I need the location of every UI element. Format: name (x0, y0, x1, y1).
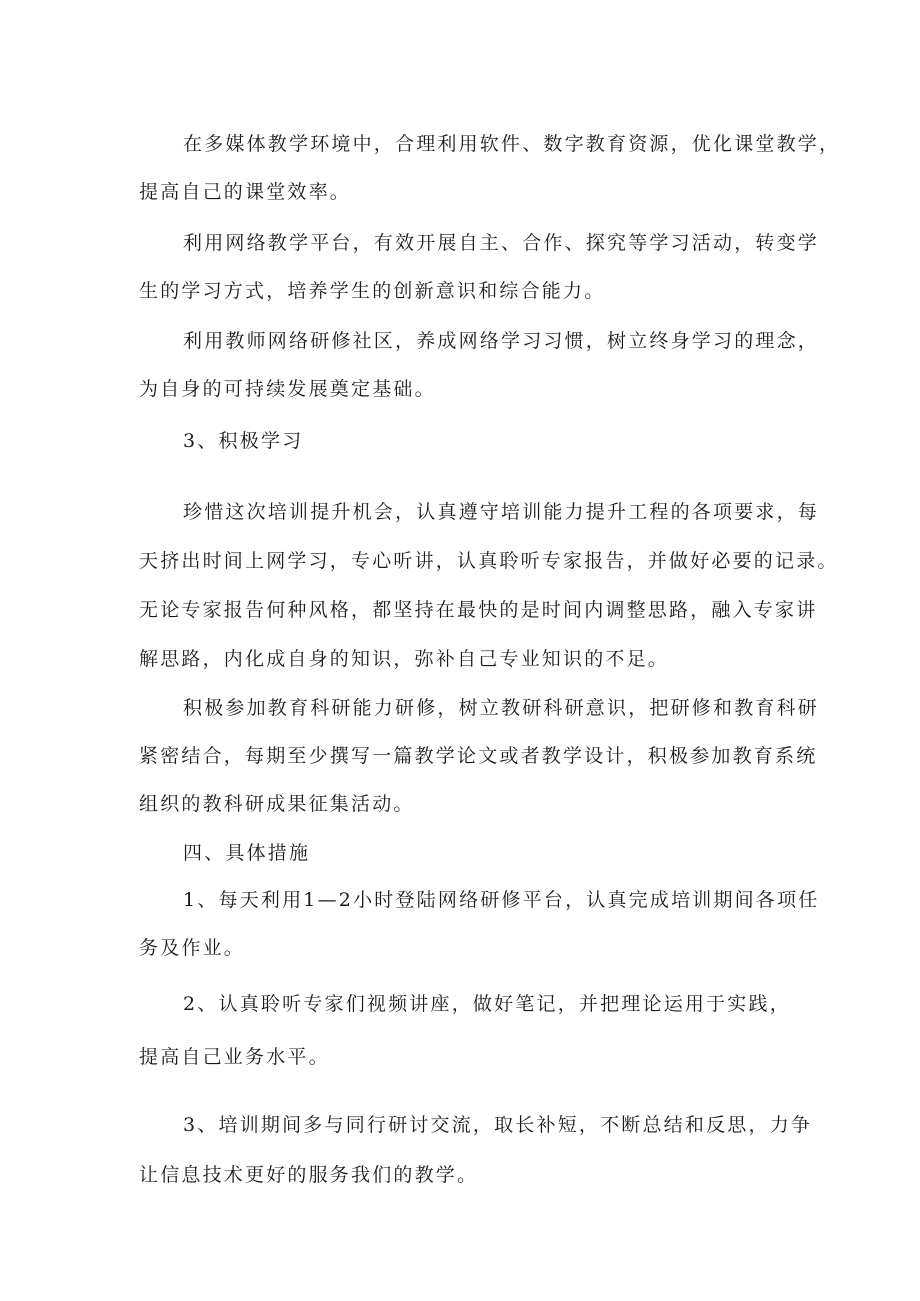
text-line: 无论专家报告何种风格，都坚持在最快的是时间内调整思路，融入专家讲 (139, 599, 818, 621)
text-line: 组织的教科研成果征集活动。 (139, 793, 415, 815)
text-line: 天挤出时间上网学习，专心听讲，认真聆听专家报告，并做好必要的记录。 (139, 550, 839, 572)
text-line: 1、每天利用1—2小时登陆网络研修平台，认真完成培训期间各项任 (183, 889, 820, 911)
text-line: 3、培训期间多与同行研讨交流，取长补短，不断总结和反思，力争 (183, 1114, 813, 1136)
text-line: 在多媒体教学环境中，合理利用软件、数字教育资源，优化课堂教学， (183, 133, 841, 155)
section-heading: 3、积极学习 (183, 430, 304, 452)
text-line: 解思路，内化成自身的知识，弥补自己专业知识的不足。 (139, 648, 670, 670)
section-heading: 四、具体措施 (183, 842, 311, 864)
text-line: 紧密结合，每期至少撰写一篇教学论文或者教学设计，积极参加教育系统 (139, 745, 818, 767)
text-line: 积极参加教育科研能力研修，树立教研科研意识，把研修和教育科研 (183, 697, 820, 719)
text-line: 提高自己的课堂效率。 (139, 181, 352, 203)
text-line: 提高自己业务水平。 (139, 1046, 330, 1068)
text-line: 珍惜这次培训提升机会，认真遵守培训能力提升工程的各项要求，每 (183, 501, 820, 523)
text-line: 2、认真聆听专家们视频讲座，做好笔记，并把理论运用于实践， (183, 993, 791, 1015)
text-line: 生的学习方式，培养学生的创新意识和综合能力。 (139, 280, 606, 302)
text-line: 务及作业。 (139, 937, 246, 959)
text-line: 利用网络教学平台，有效开展自主、合作、探究等学习活动，转变学 (183, 232, 820, 254)
text-line: 利用教师网络研修社区，养成网络学习习惯，树立终身学习的理念， (183, 330, 820, 352)
text-line: 为自身的可持续发展奠定基础。 (139, 378, 436, 400)
text-line: 让信息技术更好的服务我们的教学。 (139, 1164, 479, 1186)
